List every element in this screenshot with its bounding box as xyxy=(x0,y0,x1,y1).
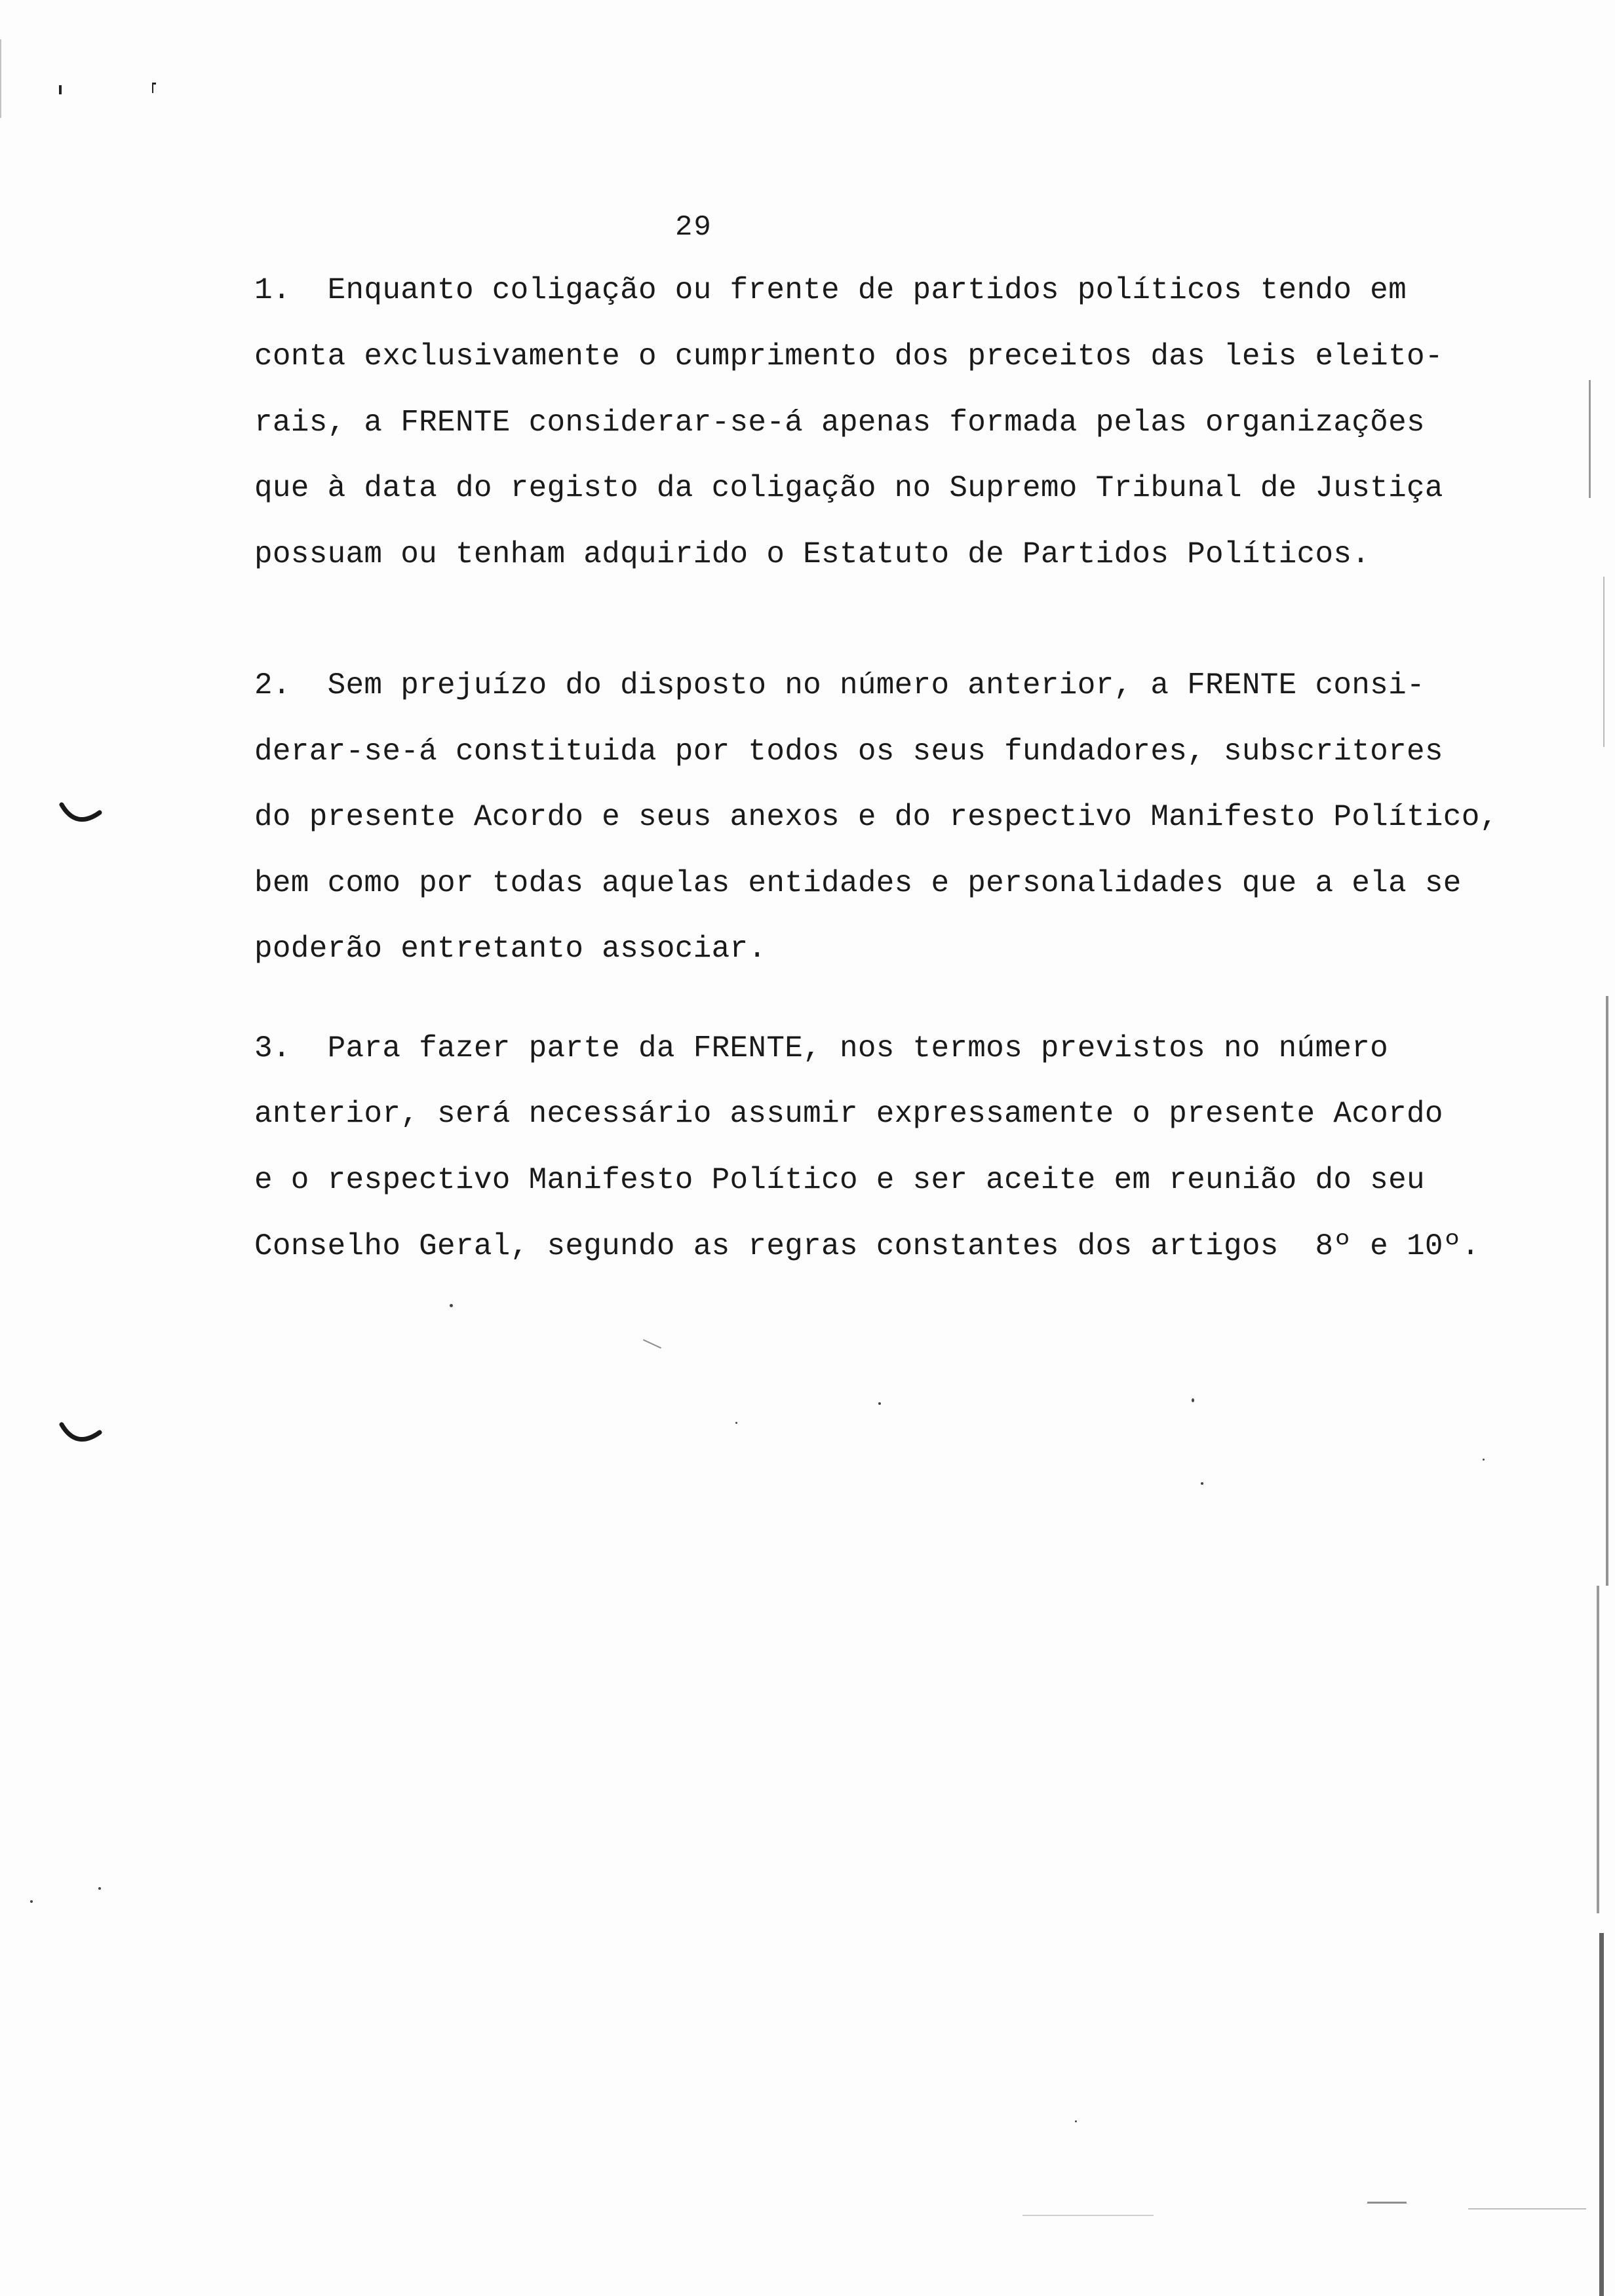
scan-edge-shadow xyxy=(0,39,1,118)
scan-edge-shadow xyxy=(1599,1933,1604,2296)
scan-speck xyxy=(1483,1459,1485,1461)
scan-speck xyxy=(1022,2215,1154,2216)
paragraph-1-line: que à data do registo da coligação no Supremo Tribunal de Justiça xyxy=(254,471,1443,505)
paragraph-2-line: derar-se-á constituida por todos os seus fundadores, subscritores xyxy=(254,735,1443,769)
page-number: 29 xyxy=(675,211,712,244)
paragraph-3-line: Conselho Geral, segundo as regras constantes dos artigos 8º e 10º. xyxy=(254,1229,1480,1263)
scan-edge-shadow xyxy=(1597,1586,1599,1913)
scan-speck xyxy=(30,1900,33,1903)
scan-speck xyxy=(1367,2202,1407,2204)
paragraph-1-line: 1. Enquanto coligação ou frente de partidos políticos tendo em xyxy=(254,273,1407,307)
scan-speck xyxy=(98,1887,101,1890)
paragraph-2-line: bem como por todas aquelas entidades e personalidades que a ela se xyxy=(254,866,1462,900)
scan-speck xyxy=(450,1304,453,1307)
paragraph-1-line: conta exclusivamente o cumprimento dos preceitos das leis eleito- xyxy=(254,339,1443,373)
scan-edge-shadow xyxy=(1606,996,1608,1586)
binder-hole-mark xyxy=(58,1421,104,1453)
paragraph-2-line: 2. Sem prejuízo do disposto no número anterior, a FRENTE consi- xyxy=(254,668,1425,702)
scan-speck xyxy=(1192,1398,1194,1402)
paragraph-1-line: rais, a FRENTE considerar-se-á apenas formada pelas organizações xyxy=(254,406,1425,440)
paragraph-3-line: 3. Para fazer parte da FRENTE, nos termos previstos no número xyxy=(254,1031,1389,1065)
paragraph-3-line: e o respectivo Manifesto Político e ser aceite em reunião do seu xyxy=(254,1163,1425,1197)
corner-mark xyxy=(152,83,156,93)
paragraph-3-line: anterior, será necessário assumir expressamente o presente Acordo xyxy=(254,1097,1443,1131)
binder-hole-mark xyxy=(58,801,104,833)
paragraph-2-line: do presente Acordo e seus anexos e do respectivo Manifesto Político, xyxy=(254,800,1498,834)
scan-speck xyxy=(1201,1482,1203,1485)
corner-mark xyxy=(59,85,62,94)
scan-speck xyxy=(1075,2120,1077,2122)
scan-speck xyxy=(735,1422,737,1424)
paragraph-2-line: poderão entretanto associar. xyxy=(254,932,767,966)
scan-edge-shadow xyxy=(1603,577,1605,747)
scan-speck xyxy=(1468,2208,1586,2210)
paragraph-1-line: possuam ou tenham adquirido o Estatuto de Partidos Políticos. xyxy=(254,537,1371,571)
scan-speck xyxy=(878,1402,881,1405)
scan-speck xyxy=(643,1339,661,1349)
scan-edge-shadow xyxy=(1589,380,1591,498)
